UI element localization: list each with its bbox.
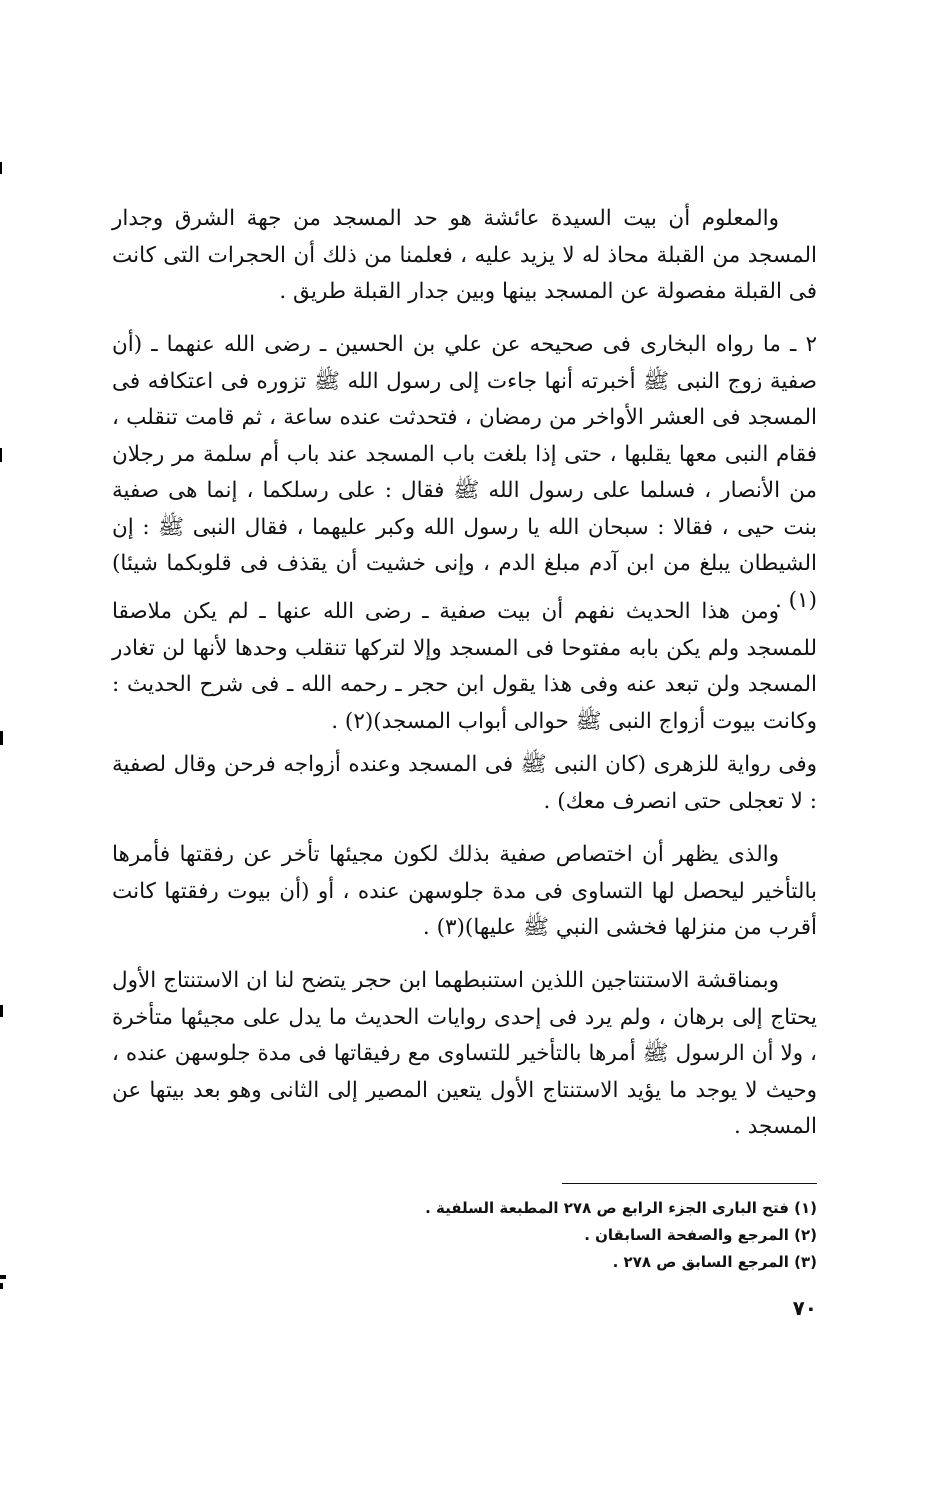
paragraph: والذى يظهر أن اختصاص صفية بذلك لكون مجيئها تأخر عن رفقتها فأمرها بالتأخير ليحصل لها التساوى فى مدة جلوسهن عنده ، أو (أن بيوت رفقتها كانت أقرب من منزلها فخشى النبي ﷺ عليها)(٣) . xyxy=(112,842,817,940)
scan-edge-mark xyxy=(0,1005,3,1017)
footnote-separator xyxy=(562,1183,817,1184)
paragraph: ومن هذا الحديث نفهم أن بيت صفية ـ رضى الله عنها ـ لم يكن ملاصقا للمسجد ولم يكن بابه مفتوحا فى المسجد وإلا لتركها تنقلب وحدها لأنها لن تغادر المسجد ولن تبعد عنه وفى هذا يقول ابن حجر ـ رحمه الله ـ فى شرح الحديث : وكانت بيوت أزواج النبى ﷺ حوالى أبواب المسجد)(٢) . xyxy=(112,599,817,734)
body-text-block xyxy=(112,327,817,619)
footnotes xyxy=(380,1195,817,1276)
footnote: (٣) المرجع السابق ص ٢٧٨ . xyxy=(612,1253,817,1271)
page-number: ٧٠ xyxy=(792,1296,817,1320)
scan-edge-mark xyxy=(0,731,3,745)
paragraph: وبمناقشة الاستنتاجين اللذين استنبطهما ابن حجر يتضح لنا ان الاستنتاج الأول يحتاج إلى برهان ، ولم يرد فى إحدى روايات الحديث ما يدل على مجيئها متأخرة ، ولا أن الرسول ﷺ أمرها بالتأخير للتساوى مع رفيقاتها فى مدة جلوسهن عنده ، وحيث لا يوجد ما يؤيد الاستنتاج الأول يتعين المصير إلى الثانى وهو بعد بيتها عن المسجد . xyxy=(112,968,817,1139)
paragraph: ٢ ـ ما رواه البخارى فى صحيحه عن علي بن الحسين ـ رضى الله عنهما ـ (أن صفية زوج النبى ﷺ أخبرته أنها جاءت إلى رسول الله ﷺ تزوره فى اعتكافه فى المسجد فى العشر الأواخر من رمضان ، فتحدثت عنده ساعة ، ثم قامت تنقلب ، فقام النبى معها يقلبها ، حتى إذا بلغت باب المسجد عند باب أم سلمة مر رجلان من الأنصار ، فسلما على رسول الله ﷺ فقال : على رسلكما ، إنما هى صفية بنت حيى ، فقالا : سبحان الله يا رسول الله وكبر عليهما ، فقال النبى ﷺ : إن الشيطان يبلغ من ابن آدم مبلغ الدم ، وإنى خشيت أن يقذف فى قلوبكما شيئا)(١) . xyxy=(112,332,817,613)
footnote: (١) فتح البارى الجزء الرابع ص ٢٧٨ المطبعة السلفية . xyxy=(425,1199,817,1217)
scan-edge-mark xyxy=(0,162,2,174)
footnote: (٢) المرجع والصفحة السابقان . xyxy=(584,1226,817,1244)
body-text-block xyxy=(112,747,817,820)
body-text-block xyxy=(112,201,817,311)
body-text-block xyxy=(112,963,817,1146)
paragraph: وفى رواية للزهرى (كان النبى ﷺ فى المسجد وعنده أزواجه فرحن وقال لصفية : لا تعجلى حتى انصرف معك) . xyxy=(112,752,817,814)
paragraph: والمعلوم أن بيت السيدة عائشة هو حد المسجد من جهة الشرق وجدار المسجد من القبلة محاذ له لا يزيد عليه ، فعلمنا من ذلك أن الحجرات التى كانت فى القبلة مفصولة عن المسجد بينها وبين جدار القبلة طريق . xyxy=(112,206,817,304)
scan-edge-mark xyxy=(0,448,2,462)
body-text-block xyxy=(112,594,817,740)
scan-edge-mark xyxy=(0,1283,3,1289)
body-text-block xyxy=(112,837,817,947)
scan-edge-mark xyxy=(0,1275,6,1279)
